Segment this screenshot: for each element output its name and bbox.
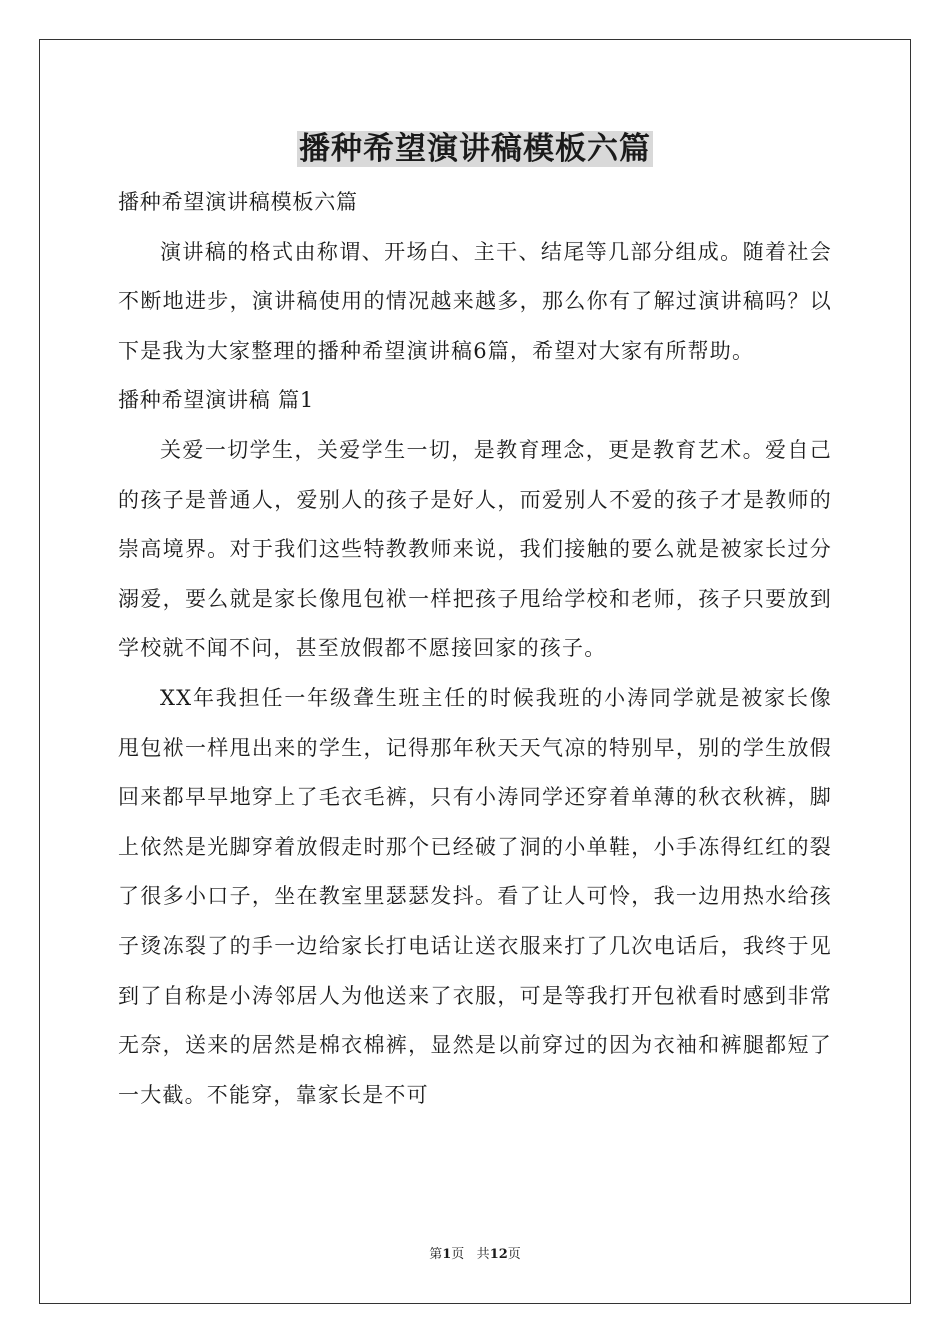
page-suffix: 页: [451, 1247, 465, 1262]
page-footer: [0, 1245, 950, 1265]
section-heading: 播种希望演讲稿 篇1: [118, 388, 315, 413]
document-title: [0, 128, 950, 170]
total-suffix: 页: [507, 1247, 521, 1262]
document-subtitle: 播种希望演讲稿模板六篇: [118, 190, 358, 214]
body-paragraph-1: 关爱一切学生，关爱学生一切，是教育理念，更是教育艺术。爱自己的孩子是普通人，爱别人的孩子是好人，而爱别人不爱的孩子才是教师的崇高境界。对于我们这些特教教师来说，我们接触的要么就是被家长过分溺爱，要么就是家长像甩包袱一样把孩子甩给学校和老师，孩子只要放到学校就不闻不问，甚至放假都不愿接回家的孩子。: [118, 437, 832, 661]
page-number: 1: [442, 1247, 452, 1262]
document-title-text: 播种希望演讲稿模板六篇: [299, 131, 651, 167]
body-paragraph-2: XX年我担任一年级聋生班主任的时候我班的小涛同学就是被家长像甩包袱一样甩出来的学生，记得那年秋天天气凉的特别早，别的学生放假回来都早早地穿上了毛衣毛裤，只有小涛同学还穿着单薄的秋衣秋裤，脚上依然是光脚穿着放假走时那个已经破了洞的小单鞋，小手冻得红红的裂了很多小口子，坐在教室里瑟瑟发抖。看了让人可怜，我一边用热水给孩子烫冻裂了的手一边给家长打电话让送衣服来打了几次电话后，我终于见到了自称是小涛邻居人为他送来了衣服，可是等我打开包袱看时感到非常无奈，送来的居然是棉衣棉裤，显然是以前穿过的因为衣袖和裤腿都短了一大截。不能穿，靠家长是不可: [118, 685, 832, 1107]
page-prefix: 第: [429, 1247, 443, 1262]
total-prefix: 共: [476, 1247, 490, 1262]
document-body: [118, 178, 832, 1120]
total-pages: 12: [489, 1247, 508, 1262]
intro-paragraph: 演讲稿的格式由称谓、开场白、主干、结尾等几部分组成。随着社会不断地进步，演讲稿使用的情况越来越多，那么你有了解过演讲稿吗？以下是我为大家整理的播种希望演讲稿6篇，希望对大家有所帮助。: [118, 239, 832, 363]
